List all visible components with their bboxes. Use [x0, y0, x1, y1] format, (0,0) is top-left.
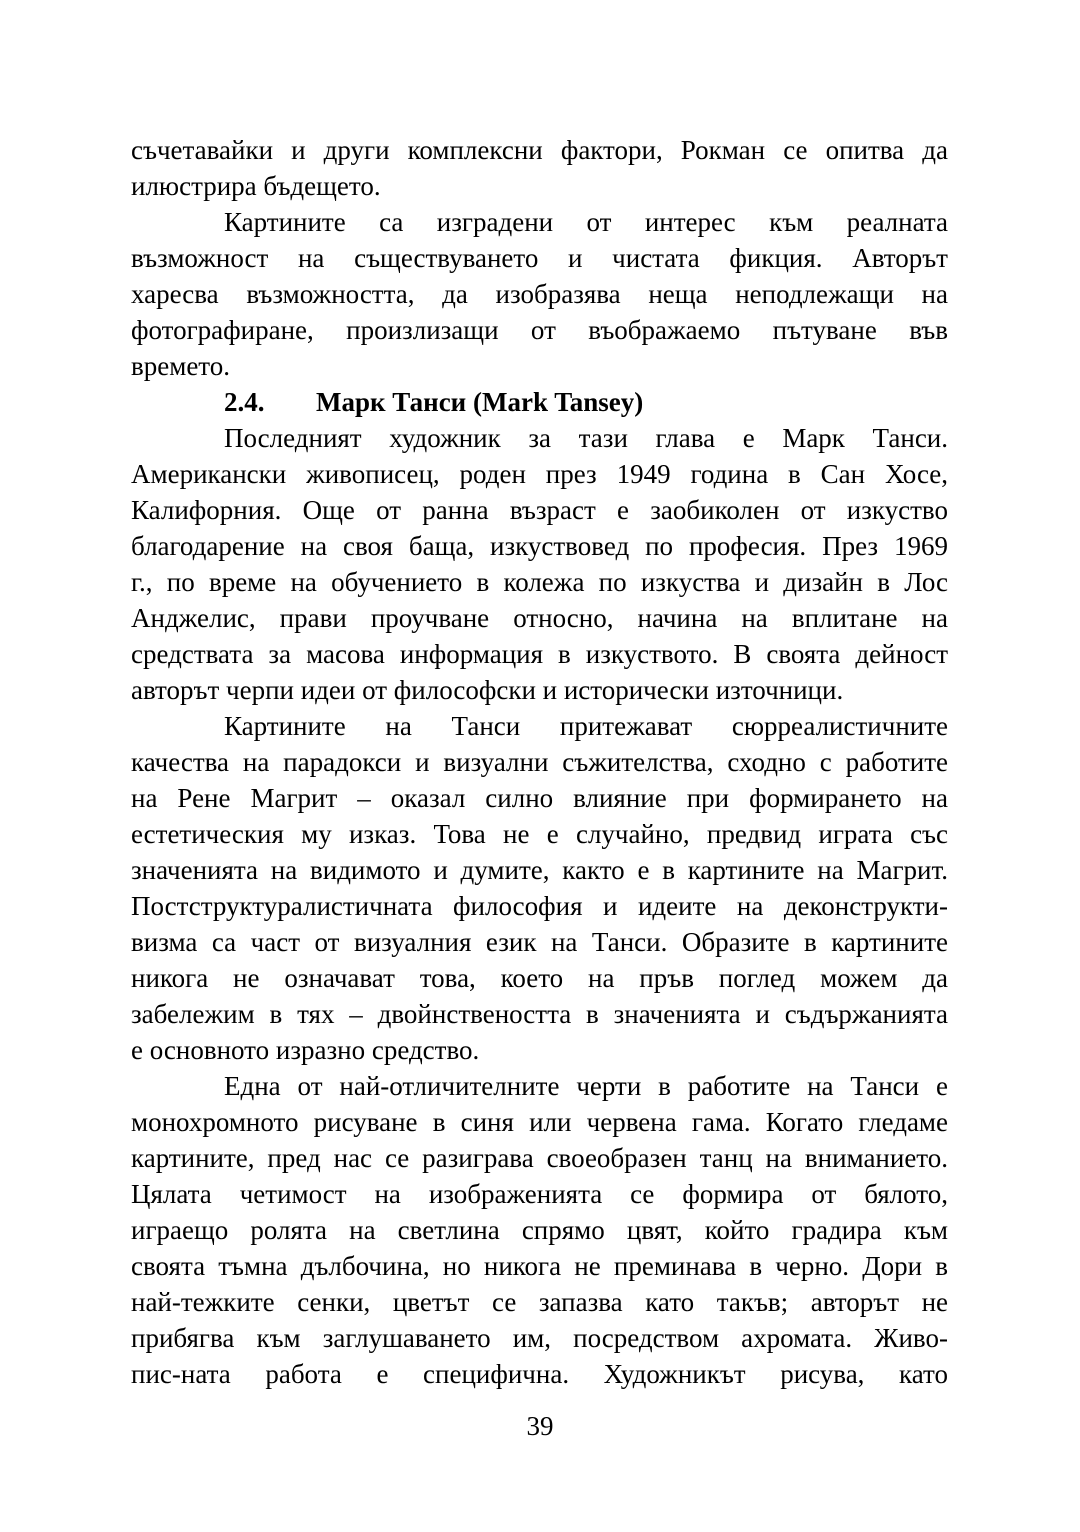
- section-title: Марк Танси (Mark Tansey): [316, 387, 644, 417]
- text-line: фотографиране, произлизащи от въображаемо пътуване във: [131, 315, 948, 345]
- paragraph-biography: [131, 420, 948, 708]
- page-number: 39: [526, 1411, 554, 1441]
- text-line: никога не означават това, което на пръв поглед можем да: [131, 963, 948, 993]
- paragraph-real-possibility: [131, 204, 948, 384]
- text-line: качества на парадокси и визуални съжителства, сходно с работите: [131, 747, 948, 777]
- body-text: [131, 132, 948, 1392]
- text-line: своята тъмна дълбочина, но никога не преминава в черно. Дори в: [131, 1251, 948, 1281]
- text-line: естетическия му изказ. Това не е случайно, предвид играта със: [131, 819, 948, 849]
- text-line: Картините са изградени от интерес към реалната: [224, 207, 948, 237]
- text-line: съчетавайки и други комплексни фактори, Рокман се опитва да: [131, 135, 948, 165]
- paragraph-monochrome: [131, 1068, 948, 1392]
- text-line: визма са част от визуалния език на Танси. Образите в картините: [131, 927, 948, 957]
- text-line: най-тежките сенки, цветът се запазва като такъв; авторът не: [131, 1287, 948, 1317]
- section-heading: [131, 384, 948, 420]
- text-line: г., по време на обучението в колежа по изкуства и дизайн в Лос: [131, 567, 948, 597]
- text-line: играещо ролята на светлина спрямо цвят, който градира към: [131, 1215, 948, 1245]
- text-line: е основното изразно средство.: [131, 1035, 480, 1065]
- text-line: Последният художник за тази глава е Марк Танси.: [224, 423, 948, 453]
- text-line: Картините на Танси притежават сюрреалистичните: [224, 711, 948, 741]
- section-number: 2.4.: [224, 387, 265, 417]
- text-line: на Рене Магрит – оказал силно влияние при формирането на: [131, 783, 948, 813]
- text-line: Една от най-отличителните черти в работите на Танси е: [224, 1071, 948, 1101]
- text-line: възможност на съществуването и чистата фикция. Авторът: [131, 243, 948, 273]
- paragraph-continuation: [131, 132, 948, 204]
- text-line: Цялата четимост на изображенията се формира от бялото,: [131, 1179, 948, 1209]
- text-line: авторът черпи идеи от философски и исторически източници.: [131, 675, 844, 705]
- text-line: средствата за масова информация в изкуството. В своята дейност: [131, 639, 948, 669]
- text-line: картините, пред нас се разиграва своеобразен танц на вниманието.: [131, 1143, 948, 1173]
- paragraph-surrealism: [131, 708, 948, 1068]
- text-line: Калифорния. Още от ранна възраст е заобиколен от изкуство: [131, 495, 948, 525]
- text-line: харесва възможността, да изобразява неща неподлежащи на: [131, 279, 948, 309]
- text-line: времето.: [131, 351, 230, 381]
- text-line: Американски живописец, роден през 1949 година в Сан Хосе,: [131, 459, 948, 489]
- text-line: Постструктуралистичната философия и идеите на деконструкти-: [131, 891, 948, 921]
- text-line: пис-ната работа е специфична. Художникът рисува, като: [131, 1359, 948, 1389]
- text-line: забележим в тях – двойнствеността в значенията и съдържанията: [131, 999, 948, 1029]
- text-line: монохромното рисуване в синя или червена гама. Когато гледаме: [131, 1107, 948, 1137]
- text-line: Анджелис, прави проучване относно, начина на вплитане на: [131, 603, 948, 633]
- text-line: значенията на видимото и думите, както е в картините на Магрит.: [131, 855, 948, 885]
- text-line: илюстрира бъдещето.: [131, 171, 381, 201]
- text-line: благодарение на своя баща, изкуствовед по професия. През 1969: [131, 531, 948, 561]
- text-line: прибягва към заглушаването им, посредством ахромата. Живо-: [131, 1323, 948, 1353]
